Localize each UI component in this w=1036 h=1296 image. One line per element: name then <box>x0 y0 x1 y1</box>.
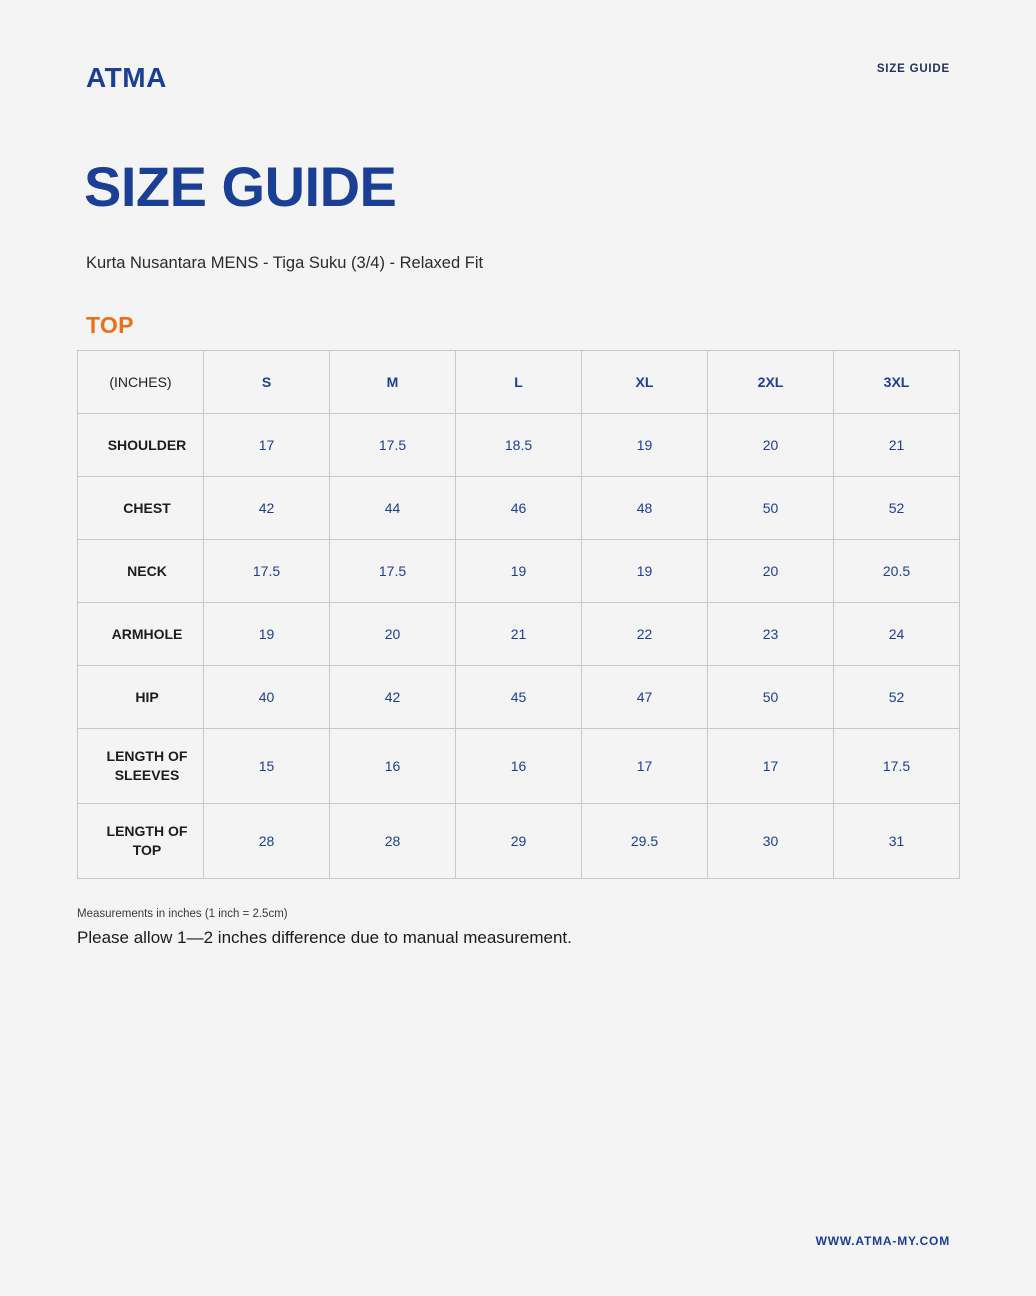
size-header-2xl: 2XL <box>708 351 834 414</box>
row-label-armhole: ARMHOLE <box>78 603 204 666</box>
row-label-length-of-sleeves: LENGTH OF SLEEVES <box>78 729 204 804</box>
row-label-chest: CHEST <box>78 477 204 540</box>
cell-chest-m: 44 <box>330 477 456 540</box>
cell-shoulder-l: 18.5 <box>456 414 582 477</box>
table-row <box>78 729 960 804</box>
size-header-m: M <box>330 351 456 414</box>
cell-neck-l: 19 <box>456 540 582 603</box>
row-label-hip: HIP <box>78 666 204 729</box>
cell-top-m: 28 <box>330 804 456 879</box>
table-row <box>78 804 960 879</box>
footer-website: WWW.ATMA-MY.COM <box>815 1234 950 1248</box>
cell-chest-xl: 48 <box>582 477 708 540</box>
table-row <box>78 603 960 666</box>
cell-top-3xl: 31 <box>834 804 960 879</box>
cell-top-xl: 29.5 <box>582 804 708 879</box>
measurement-unit-note: Measurements in inches (1 inch = 2.5cm) <box>77 908 288 920</box>
cell-shoulder-s: 17 <box>204 414 330 477</box>
page-subtitle: Kurta Nusantara MENS - Tiga Suku (3/4) - Relaxed Fit <box>86 254 484 272</box>
cell-sleeves-l: 16 <box>456 729 582 804</box>
cell-armhole-3xl: 24 <box>834 603 960 666</box>
cell-armhole-xl: 22 <box>582 603 708 666</box>
cell-hip-xl: 47 <box>582 666 708 729</box>
cell-chest-s: 42 <box>204 477 330 540</box>
size-header-xl: XL <box>582 351 708 414</box>
table-row <box>78 540 960 603</box>
cell-chest-l: 46 <box>456 477 582 540</box>
cell-neck-s: 17.5 <box>204 540 330 603</box>
cell-sleeves-3xl: 17.5 <box>834 729 960 804</box>
table-header-row <box>78 351 960 414</box>
measurement-tolerance-note: Please allow 1—2 inches difference due to manual measurement. <box>77 928 572 947</box>
size-header-l: L <box>456 351 582 414</box>
cell-top-l: 29 <box>456 804 582 879</box>
cell-neck-2xl: 20 <box>708 540 834 603</box>
cell-top-s: 28 <box>204 804 330 879</box>
cell-shoulder-m: 17.5 <box>330 414 456 477</box>
row-label-shoulder: SHOULDER <box>78 414 204 477</box>
cell-hip-l: 45 <box>456 666 582 729</box>
cell-armhole-l: 21 <box>456 603 582 666</box>
size-table <box>77 350 960 879</box>
header-right-label: SIZE GUIDE <box>876 63 950 75</box>
cell-armhole-m: 20 <box>330 603 456 666</box>
page-title: SIZE GUIDE <box>84 155 397 218</box>
table-row <box>78 414 960 477</box>
table-row <box>78 477 960 540</box>
cell-hip-m: 42 <box>330 666 456 729</box>
cell-chest-2xl: 50 <box>708 477 834 540</box>
row-label-neck: NECK <box>78 540 204 603</box>
cell-neck-xl: 19 <box>582 540 708 603</box>
cell-shoulder-3xl: 21 <box>834 414 960 477</box>
size-header-3xl: 3XL <box>834 351 960 414</box>
size-header-s: S <box>204 351 330 414</box>
cell-shoulder-xl: 19 <box>582 414 708 477</box>
cell-hip-2xl: 50 <box>708 666 834 729</box>
cell-armhole-2xl: 23 <box>708 603 834 666</box>
cell-sleeves-m: 16 <box>330 729 456 804</box>
cell-hip-s: 40 <box>204 666 330 729</box>
unit-header: (INCHES) <box>78 351 204 414</box>
cell-neck-m: 17.5 <box>330 540 456 603</box>
cell-neck-3xl: 20.5 <box>834 540 960 603</box>
cell-chest-3xl: 52 <box>834 477 960 540</box>
cell-top-2xl: 30 <box>708 804 834 879</box>
brand-logo: ATMA <box>86 62 167 93</box>
cell-sleeves-2xl: 17 <box>708 729 834 804</box>
table-row <box>78 666 960 729</box>
cell-shoulder-2xl: 20 <box>708 414 834 477</box>
cell-hip-3xl: 52 <box>834 666 960 729</box>
section-label-top: TOP <box>86 312 134 338</box>
row-label-length-of-top: LENGTH OF TOP <box>78 804 204 879</box>
cell-sleeves-s: 15 <box>204 729 330 804</box>
cell-sleeves-xl: 17 <box>582 729 708 804</box>
cell-armhole-s: 19 <box>204 603 330 666</box>
